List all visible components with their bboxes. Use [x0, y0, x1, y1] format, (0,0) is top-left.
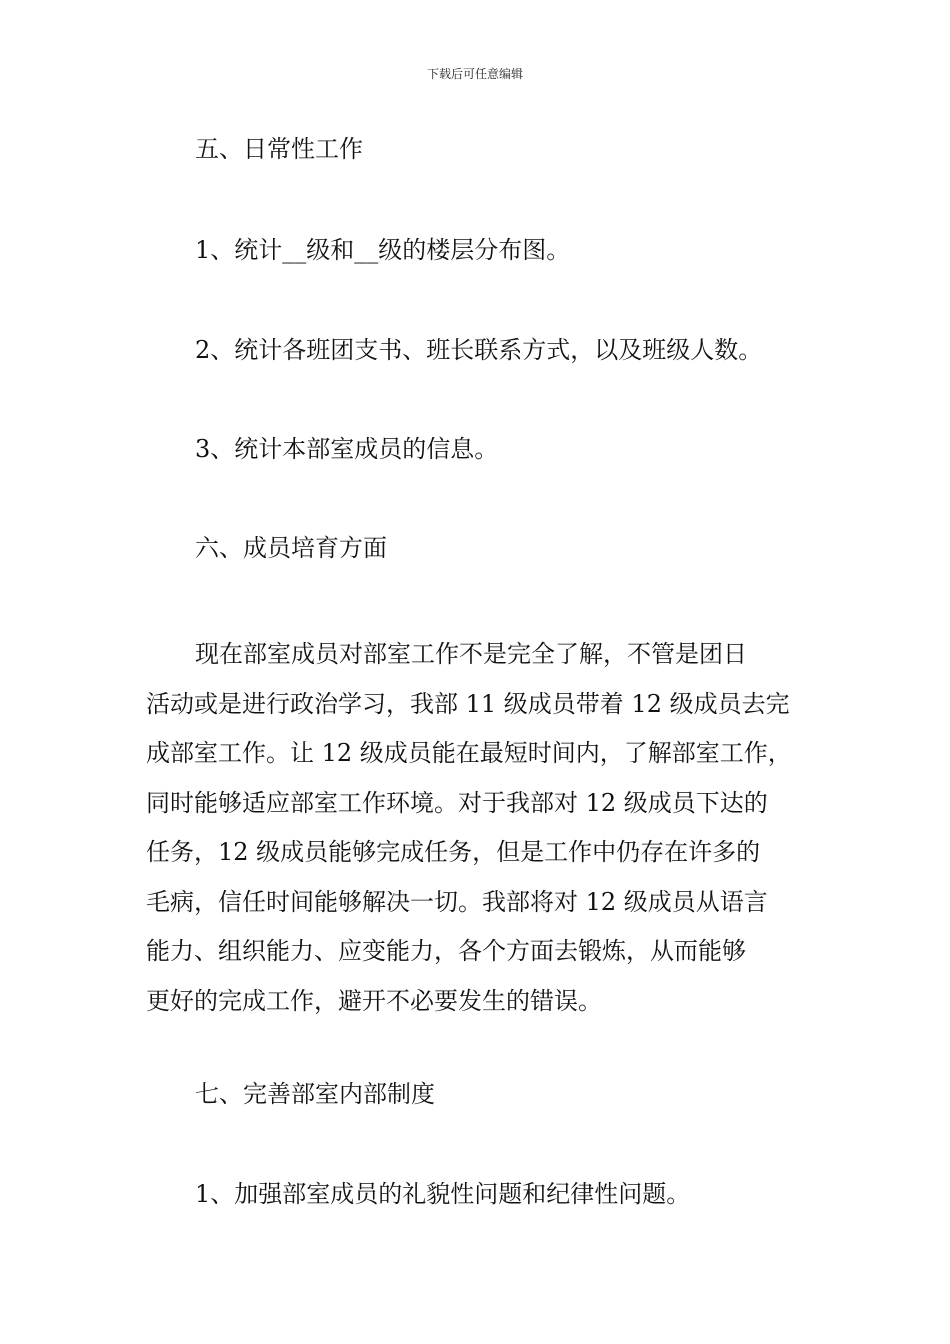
header-note: 下载后可任意编辑 [426, 67, 523, 81]
paragraph-line: 现在部室成员对部室工作不是完全了解，不管是团日 [195, 640, 747, 668]
paragraph-line: 同时能够适应部室工作环境。对于我部对 12 级成员下达的 [146, 788, 768, 817]
section-heading-5: 五、日常性工作 [195, 135, 363, 163]
paragraph-line: 成部室工作。让 12 级成员能在最短时间内，了解部室工作， [146, 739, 792, 767]
list-item: 1、加强部室成员的礼貌性问题和纪律性问题。 [195, 1180, 691, 1208]
paragraph-line: 毛病，信任时间能够解决一切。我部将对 12 级成员从语言 [146, 887, 768, 916]
list-item: 2、统计各班团支书、班长联系方式，以及班级人数。 [195, 336, 763, 364]
section-heading-6: 六、成员培育方面 [195, 534, 387, 562]
list-item: 3、统计本部室成员的信息。 [195, 435, 499, 463]
section-heading-7: 七、完善部室内部制度 [195, 1080, 435, 1108]
paragraph-line: 更好的完成工作，避开不必要发生的错误。 [146, 986, 602, 1015]
paragraph-line: 活动或是进行政治学习，我部 11 级成员带着 12 级成员去完 [146, 689, 790, 718]
list-item: 1、统计__级和__级的楼层分布图。 [195, 236, 571, 264]
body-paragraph [146, 630, 811, 1026]
paragraph-line: 任务，12 级成员能够完成任务，但是工作中仍存在许多的 [146, 838, 761, 866]
paragraph-line: 能力、组织能力、应变能力，各个方面去锻炼，从而能够 [146, 937, 746, 965]
